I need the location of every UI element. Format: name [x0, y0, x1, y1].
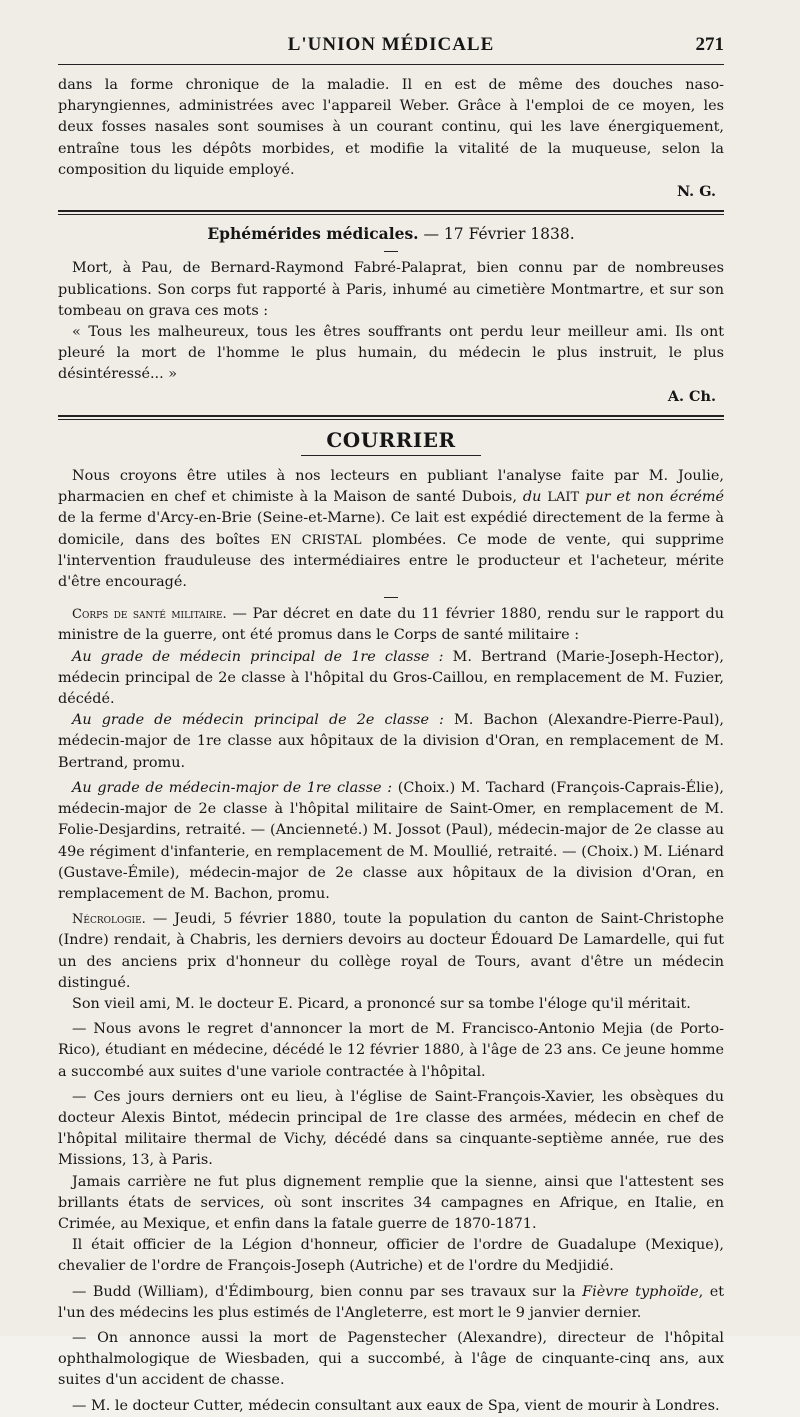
tiny-divider	[384, 251, 398, 252]
courrier-underline	[301, 455, 481, 456]
promotion-text: M. Bertrand (Marie-Joseph-Hector), médecin principal de 2e classe à l'hôpital du Gros-Caillou, en remplacement de M. Fuzier, décédé.	[58, 648, 724, 708]
grade-label: Au grade de médecin principal de 2e classe :	[72, 712, 444, 729]
necrologie-paragraph: — Nous avons le regret d'annoncer la mort de M. Francisco-Antonio Mejia (de Porto-Rico), étudiant en médecine, décédé le 12 février 1880, à l'âge de 23 ans. Ce jeune homme a succombé aux suites d'une variole contractée à l'hôpital.	[58, 1021, 724, 1080]
necrologie-paragraph: — On annonce aussi la mort de Pagenstecher (Alexandre), directeur de l'hôpital ophthalmologique de Wiesbaden, qui a succombé, à l'âge de cinquante-cinq ans, aux suites d'un accident de chasse.	[58, 1329, 724, 1389]
necrologie-paragraph: Son vieil ami, M. le docteur E. Picard, a prononcé sur sa tombe l'éloge qu'il méritait.	[72, 995, 691, 1012]
ephemerides-date: — 17 Février 1838.	[418, 225, 575, 244]
promotion-2	[58, 710, 724, 774]
header-rule	[58, 64, 724, 65]
lait-paragraph	[58, 466, 724, 593]
budd-italic: Fièvre typhoïde	[582, 1283, 699, 1300]
lait-text-1: Nous croyons être utiles à nos lecteurs en publiant l'analyse faite par M. Joulie, pharmacien en chef et chimiste à la Maison de santé Dubois,	[58, 468, 724, 506]
section-divider	[58, 415, 724, 420]
ephemerides-quote: « Tous les malheureux, tous les êtres souffrants ont perdu leur meilleur ami. Ils ont pleuré la mort de l'homme le plus humain, du médecin le plus instruit, le plus désintéressé... »	[58, 324, 724, 383]
lait-text-4: de la ferme d'Arcy-en-Brie (Seine-et-Marne). Ce lait est expédié directement de la ferme à domicile, dans des boîtes	[58, 510, 724, 548]
tiny-divider	[384, 597, 398, 598]
page-content	[58, 30, 724, 1417]
necrologie-paragraph: — M. le docteur Cutter, médecin consultant aux eaux de Spa, vient de mourir à Londres.	[72, 1397, 720, 1414]
necrologie-paragraph	[58, 909, 724, 994]
ephemerides-signature: A. Ch.	[667, 387, 716, 405]
lait-text-2: du	[522, 489, 548, 506]
lait-word: LAIT	[547, 490, 580, 506]
lait-text-3: pur et non écrémé	[579, 489, 724, 506]
corps-label: Corps de santé militaire.	[72, 607, 227, 623]
page-number: 271	[695, 34, 724, 55]
corps-text: — Par décret en date du 11 février 1880, rendu sur le rapport du ministre de la guerre, ont été promus dans le Corps de santé militaire :	[58, 606, 725, 644]
necrologie-paragraph	[58, 1282, 724, 1324]
promotion-3	[58, 778, 724, 905]
intro-paragraph: dans la forme chronique de la maladie. Il en est de même des douches naso-pharyngiennes, administrées avec l'appareil Weber. Grâce à l'emploi de ce moyen, les deux fosses nasales sont soumises à un courant continu, qui les lave énergiquement, entraîne tous les dépôts morbides, et modifie la vitalité de la muqueuse, selon la composition du liquide employé.	[58, 77, 724, 178]
necrologie-text: — Jeudi, 5 février 1880, toute la population du canton de Saint-Christophe (Indre) rendait, à Chabris, les derniers devoirs au docteur Édouard De Lamardelle, qui fut un des anciens prix d'honneur du collège royal de Tours, avant d'être un médecin distingué.	[58, 911, 724, 991]
grade-label: Au grade de médecin-major de 1re classe :	[72, 779, 393, 796]
page-header	[58, 30, 724, 58]
ephemerides-paragraph: Mort, à Pau, de Bernard-Raymond Fabré-Palaprat, bien connu par de nombreuses publications. Son corps fut rapporté à Paris, inhumé au cimetière Montmartre, et sur son tombeau on grava ces mots :	[58, 260, 724, 319]
lait-text-5: plombées. Ce mode de vente, qui supprime l'intervention frauduleuse des intermédiaires entre le producteur et l'acheteur, mérite d'être encouragé.	[58, 531, 724, 591]
intro-signature: N. G.	[676, 183, 716, 201]
budd-text-2: , et l'un des médecins les plus estimés de l'Angleterre, est mort le 9 janvier dernier.	[58, 1283, 725, 1321]
necrologie-paragraph: Jamais carrière ne fut plus dignement remplie que la sienne, ainsi que l'attestent ses brillants états de services, où sont inscrites 34 campagnes en Afrique, en Italie, en Crimée, au Mexique, et enfin dans la fatale guerre de 1870-1871.	[58, 1173, 724, 1232]
promotion-1	[58, 647, 724, 711]
ephemerides-title: Ephémérides médicales.	[207, 224, 419, 244]
promotion-text: (Choix.) M. Tachard (François-Caprais-Élie), médecin-major de 2e classe à l'hôpital militaire de Saint-Omer, en remplacement de M. Folie-Desjardins, retraité. — (Ancienneté.) M. Jossot (Paul), médecin-major de 2e classe au 49e régiment d'infanterie, en remplacement de M. Moullié, retraité. — (Choix.) M. Liénard (Gustave-Émile), médecin-major de 2e classe aux hôpitaux de la division d'Oran, en remplacement de M. Bachon, promu.	[58, 779, 724, 902]
courrier-title: COURRIER	[326, 427, 456, 452]
en-cristal: EN CRISTAL	[270, 532, 362, 548]
budd-text-1: — Budd (William), d'Édimbourg, bien connu par ses travaux sur la	[72, 1283, 583, 1300]
necrologie-paragraph: — Ces jours derniers ont eu lieu, à l'église de Saint-François-Xavier, les obsèques du docteur Alexis Bintot, médecin principal de 1re classe des armées, médecin en chef de l'hôpital militaire thermal de Vichy, décédé dans sa cinquante-septième année, rue des Missions, 13, à Paris.	[58, 1088, 724, 1169]
necrologie-paragraph: Il était officier de la Légion d'honneur, officier de l'ordre de Guadalupe (Mexique), chevalier de l'ordre de François-Joseph (Autriche) et de l'ordre du Medjidié.	[58, 1237, 724, 1275]
grade-label: Au grade de médecin principal de 1re classe :	[72, 648, 444, 665]
necrologie-label: Nécrologie.	[72, 912, 146, 928]
section-divider	[58, 210, 724, 215]
promotion-text: M. Bachon (Alexandre-Pierre-Paul), médecin-major de 1re classe aux hôpitaux de la division d'Oran, en remplacement de M. Bertrand, promu.	[58, 712, 725, 771]
corps-paragraph	[58, 604, 724, 646]
journal-title: L'UNION MÉDICALE	[287, 34, 495, 55]
ephemerides-heading	[58, 223, 724, 245]
